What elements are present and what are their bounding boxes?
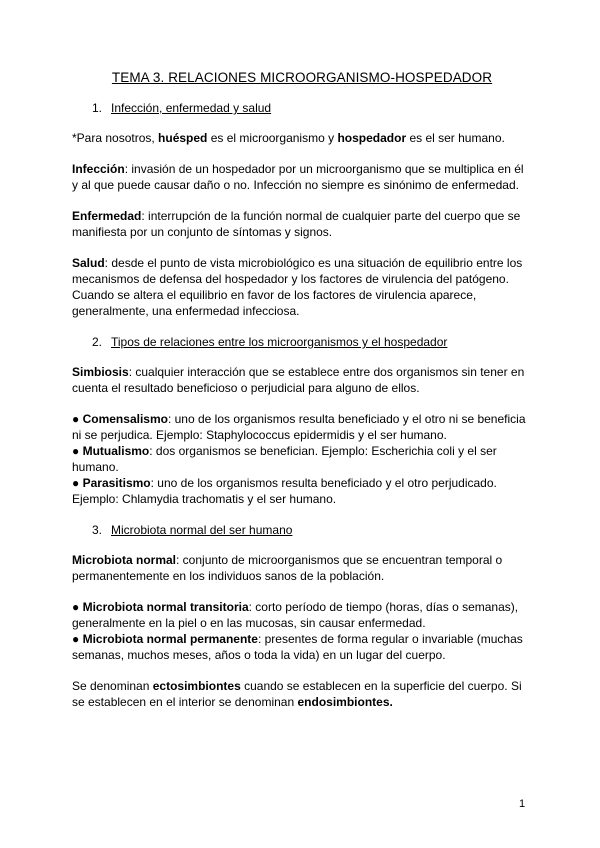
item-text: : dos organismos se benefician. Ejemplo: Escherichia coli y el ser humano.	[72, 444, 497, 474]
item-text: : corto período de tiempo (horas, días o semanas), generalmente en la piel o en las mucosas, sin causar enfermedad.	[72, 600, 519, 630]
term: Microbiota normal	[72, 553, 177, 567]
text: cuando se establecen en la superficie del cuerpo. Si se establecen en el interior se denominan	[72, 679, 522, 709]
text: es el microorganismo y	[207, 131, 338, 145]
section-number: 1.	[92, 101, 103, 115]
list-item	[72, 599, 532, 631]
closing-paragraph	[72, 678, 532, 710]
bullet: ●	[72, 632, 83, 646]
text: es el ser humano.	[406, 131, 505, 145]
section-heading-1	[92, 100, 532, 116]
definition-microbiota	[72, 552, 532, 584]
term: Simbiosis	[72, 365, 129, 379]
section-number: 2.	[92, 335, 103, 349]
definition-text: : invasión de un hospedador por un microorganismo que se multiplica en él y al que puede causar daño o no. Infección no siempre es sinónimo de enfermedad.	[72, 162, 524, 192]
definition-text: : conjunto de microorganismos que se encuentran temporal o permanentemente en los individuos sanos de la población.	[72, 553, 503, 583]
term: Comensalismo	[82, 412, 168, 426]
note-paragraph	[72, 130, 532, 146]
microbiota-types-list	[72, 599, 532, 663]
term: Parasitismo	[82, 476, 151, 490]
page-number: 1	[519, 798, 526, 810]
section-heading-2	[92, 334, 532, 350]
item-text: : presentes de forma regular o invariable (muchas semanas, muchos meses, años o toda la vida) en un lugar del cuerpo.	[72, 632, 523, 662]
term: Microbiota normal permanente	[82, 632, 258, 646]
list-item	[72, 411, 532, 443]
section-heading-3	[92, 522, 532, 538]
section-title: Infección, enfermedad y salud	[111, 101, 272, 115]
bullet: ●	[72, 444, 83, 458]
section-title: Tipos de relaciones entre los microorganismos y el hospedador	[111, 335, 448, 349]
term: Microbiota normal transitoria	[82, 600, 249, 614]
term-ectosimbiontes: ectosimbiontes	[152, 679, 241, 693]
term: Infección	[72, 162, 125, 176]
term: Enfermedad	[72, 209, 142, 223]
definition-text: : cualquier interacción que se establece entre dos organismos sin tener en cuenta el resultado beneficioso o perjudicial para alguno de ellos.	[72, 365, 525, 395]
document-page	[72, 70, 532, 725]
term: Mutualismo	[82, 444, 150, 458]
term-endosimbiontes: endosimbiontes.	[297, 695, 393, 709]
item-text: : uno de los organismos resulta beneficiado y el otro ni se beneficia ni se perjudica. Ejemplo: Staphylococcus epidermidis y el ser humano.	[72, 412, 526, 442]
section-number: 3.	[92, 523, 103, 537]
bullet: ●	[72, 412, 83, 426]
section-title: Microbiota normal del ser humano	[111, 523, 293, 537]
definition-salud	[72, 255, 532, 319]
term-hospedador: hospedador	[337, 131, 407, 145]
text: *Para nosotros,	[72, 131, 159, 145]
definition-text: : interrupción de la función normal de cualquier parte del cuerpo que se manifiesta por un conjunto de síntomas y signos.	[72, 209, 521, 239]
definition-simbiosis	[72, 364, 532, 396]
relation-types-list	[72, 411, 532, 507]
list-item	[72, 475, 532, 507]
definition-enfermedad	[72, 208, 532, 240]
term: Salud	[72, 256, 105, 270]
page-title: TEMA 3. RELACIONES MICROORGANISMO-HOSPEDADOR	[111, 70, 493, 85]
item-text: : uno de los organismos resulta beneficiado y el otro perjudicado. Ejemplo: Chlamydia trachomatis y el ser humano.	[72, 476, 497, 506]
bullet: ●	[72, 600, 83, 614]
list-item	[72, 631, 532, 663]
list-item	[72, 443, 532, 475]
bullet: ●	[72, 476, 83, 490]
definition-infeccion	[72, 161, 532, 193]
term-huesped: huésped	[158, 131, 208, 145]
text: Se denominan	[72, 679, 153, 693]
definition-text: : desde el punto de vista microbiológico es una situación de equilibrio entre los mecanismos de defensa del hospedador y los factores de virulencia del patógeno. Cuando se altera el equilibrio en favor de los factores de virulencia aparece, generalmente, una enfermedad infecciosa.	[72, 256, 523, 318]
